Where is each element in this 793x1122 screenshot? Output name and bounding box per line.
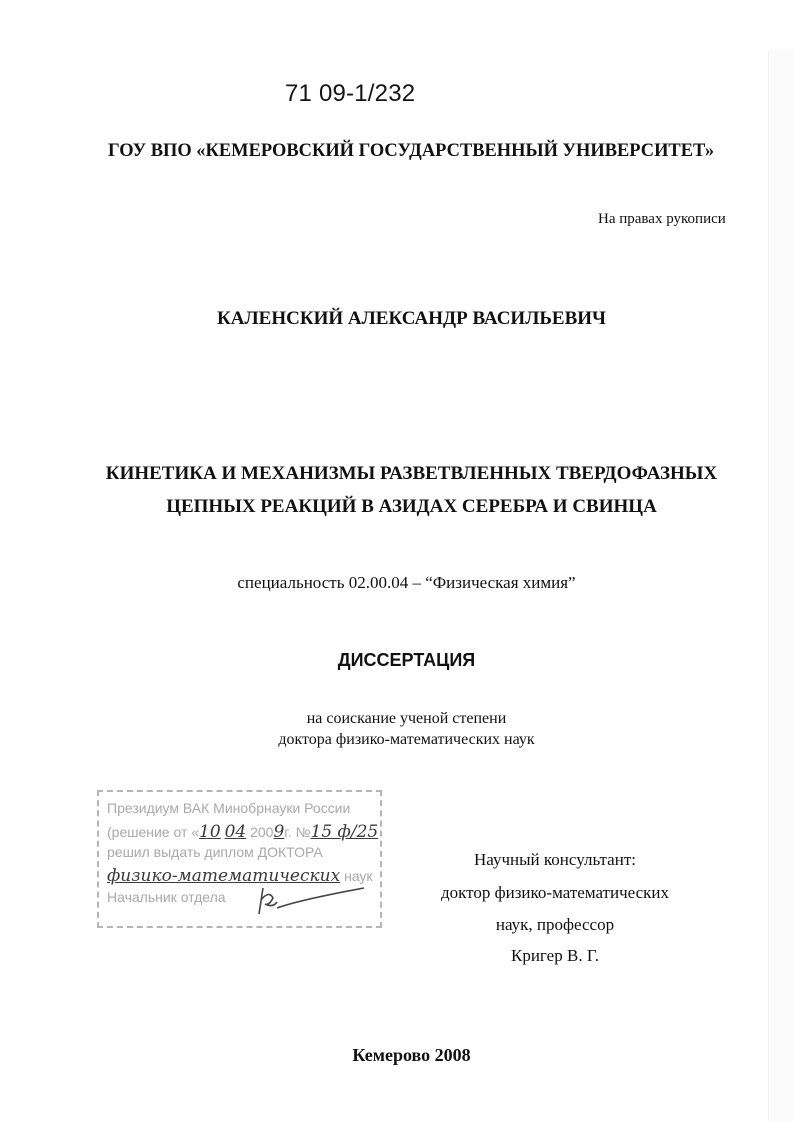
stamp-line-2 xyxy=(107,822,378,842)
stamp-month: 04 xyxy=(224,822,247,842)
vak-approval-stamp xyxy=(97,790,382,928)
author-name: КАЛЕНСКИЙ АЛЕКСАНДР ВАСИЛЬЕВИЧ xyxy=(216,308,606,329)
stamp-line-3: решил выдать диплом ДОКТОРА xyxy=(107,844,323,860)
stamp-year-prefix: 200 xyxy=(250,824,274,840)
catalog-number: 71 09-1/232 xyxy=(285,80,416,107)
stamp-line-5: Начальник отдела xyxy=(107,889,226,905)
stamp-field-handwritten: физико-математических xyxy=(107,866,341,886)
institution-name: ГОУ ВПО «КЕМЕРОВСКИЙ ГОСУДАРСТВЕННЫЙ УНИВЕРСИТЕТ» xyxy=(108,140,715,161)
stamp-field-suffix: наук xyxy=(344,868,373,884)
degree-line-2: доктора физико-математических наук xyxy=(278,731,535,748)
manuscript-note: На правах рукописи xyxy=(598,211,726,227)
dissertation-title-line-1: КИНЕТИКА И МЕХАНИЗМЫ РАЗВЕТВЛЕННЫХ ТВЕРДОФАЗНЫХ xyxy=(105,463,718,484)
consultant-label: Научный консультант: xyxy=(474,850,636,869)
stamp-decision-label: (решение от « xyxy=(107,824,200,840)
dissertation-title-line-2: ЦЕПНЫХ РЕАКЦИЙ В АЗИДАХ СЕРЕБРА И СВИНЦА xyxy=(166,496,657,517)
document-type: ДИССЕРТАЦИЯ xyxy=(337,650,476,670)
specialty: специальность 02.00.04 – “Физическая химия” xyxy=(237,573,576,592)
stamp-day: 10 xyxy=(199,822,221,842)
degree-line-1: на соискание ученой степени xyxy=(306,710,507,727)
stamp-line-1: Президиум ВАК Минобрнауки России xyxy=(107,800,351,816)
city-year: Кемерово 2008 xyxy=(352,1045,471,1065)
consultant-title: наук, профессор xyxy=(495,915,615,934)
signature-icon xyxy=(239,880,369,920)
stamp-year-digit: 9 xyxy=(273,822,285,842)
consultant-name: Кригер В. Г. xyxy=(511,946,599,965)
consultant-degree: доктор физико-математических xyxy=(440,883,670,902)
stamp-number: 15 ф/25 xyxy=(310,822,379,842)
stamp-number-label: г. № xyxy=(284,824,311,840)
